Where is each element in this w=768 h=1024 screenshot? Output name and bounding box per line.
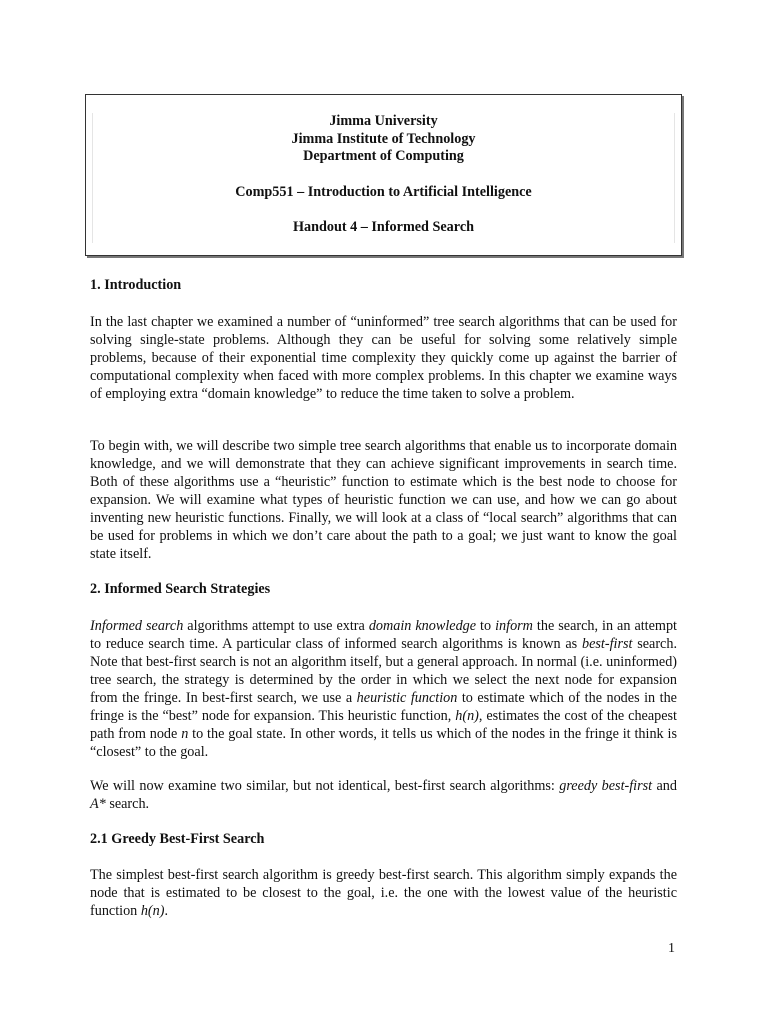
department-name: Department of Computing	[303, 148, 464, 164]
section-2-1-heading: 2.1 Greedy Best-First Search	[90, 831, 265, 847]
informed-search-paragraph: Informed search algorithms attempt to use extra domain knowledge to inform the search, in an attempt to reduce search time. A particular class of informed search algorithms is known as best-first search. Note that best-first search is not an algorithm itself, but a general approach. In normal (i.e. uninformed) tree search, the strategy is determined by the order in which we select the next node for expansion from the fringe. In best-first search, we use a heuristic function to estimate which of the nodes in the fringe is the “best” node for expansion. This heuristic function, h(n), estimates the cost of the cheapest path from node n to the goal state. In other words, it tells us which of the nodes in the fringe it think is “closest” to the goal.	[90, 618, 678, 760]
section-2-paragraph-2	[90, 777, 677, 813]
university-name: Jimma University	[329, 113, 438, 129]
section-2-1-paragraph-1	[90, 866, 677, 920]
title-box-inner	[92, 113, 675, 243]
institute-name: Jimma Institute of Technology	[291, 130, 476, 147]
section-2-heading: 2. Informed Search Strategies	[90, 581, 271, 597]
intro-paragraph-2: To begin with, we will describe two simple tree search algorithms that enable us to incorporate domain knowledge, and we will demonstrate that they can achieve significant improvements in search time. Both of these algorithms use a “heuristic” function to estimate which is the best node to choose for expansion. We will examine what types of heuristic function we can use, and how we can go about inventing new heuristic functions. Finally, we will look at a class of “local search” algorithms that can be used for problems in which we don’t care about the path to a goal; we just want to know the goal state itself.	[90, 438, 677, 562]
section-1-heading: 1. Introduction	[90, 277, 182, 293]
section-1-paragraph-2	[90, 437, 677, 563]
greedy-search-paragraph: The simplest best-first search algorithm is greedy best-first search. This algorithm simply expands the node that is estimated to be closest to the goal, i.e. the one with the lowest value of the heuristic function h(n).	[90, 867, 677, 919]
page-number: 1	[668, 941, 675, 956]
best-first-algorithms-paragraph: We will now examine two similar, but not identical, best-first search algorithms: greedy best-first and A* search.	[90, 778, 677, 812]
handout-title: Handout 4 – Informed Search	[292, 219, 475, 235]
intro-paragraph-1: In the last chapter we examined a number of “uninformed” tree search algorithms that can be used for solving single-state problems. Although they can be useful for solving some relatively simple problems, because of their exponential time complexity they quickly come up against the barrier of computational complexity when faced with more complex problems. In this chapter we examine ways of employing extra “domain knowledge” to reduce the time taken to solve a problem.	[90, 314, 677, 402]
section-1-paragraph-1	[90, 313, 677, 403]
section-2-paragraph-1	[90, 617, 677, 761]
title-box	[85, 94, 682, 256]
course-title: Comp551 – Introduction to Artificial Intelligence	[235, 183, 532, 200]
